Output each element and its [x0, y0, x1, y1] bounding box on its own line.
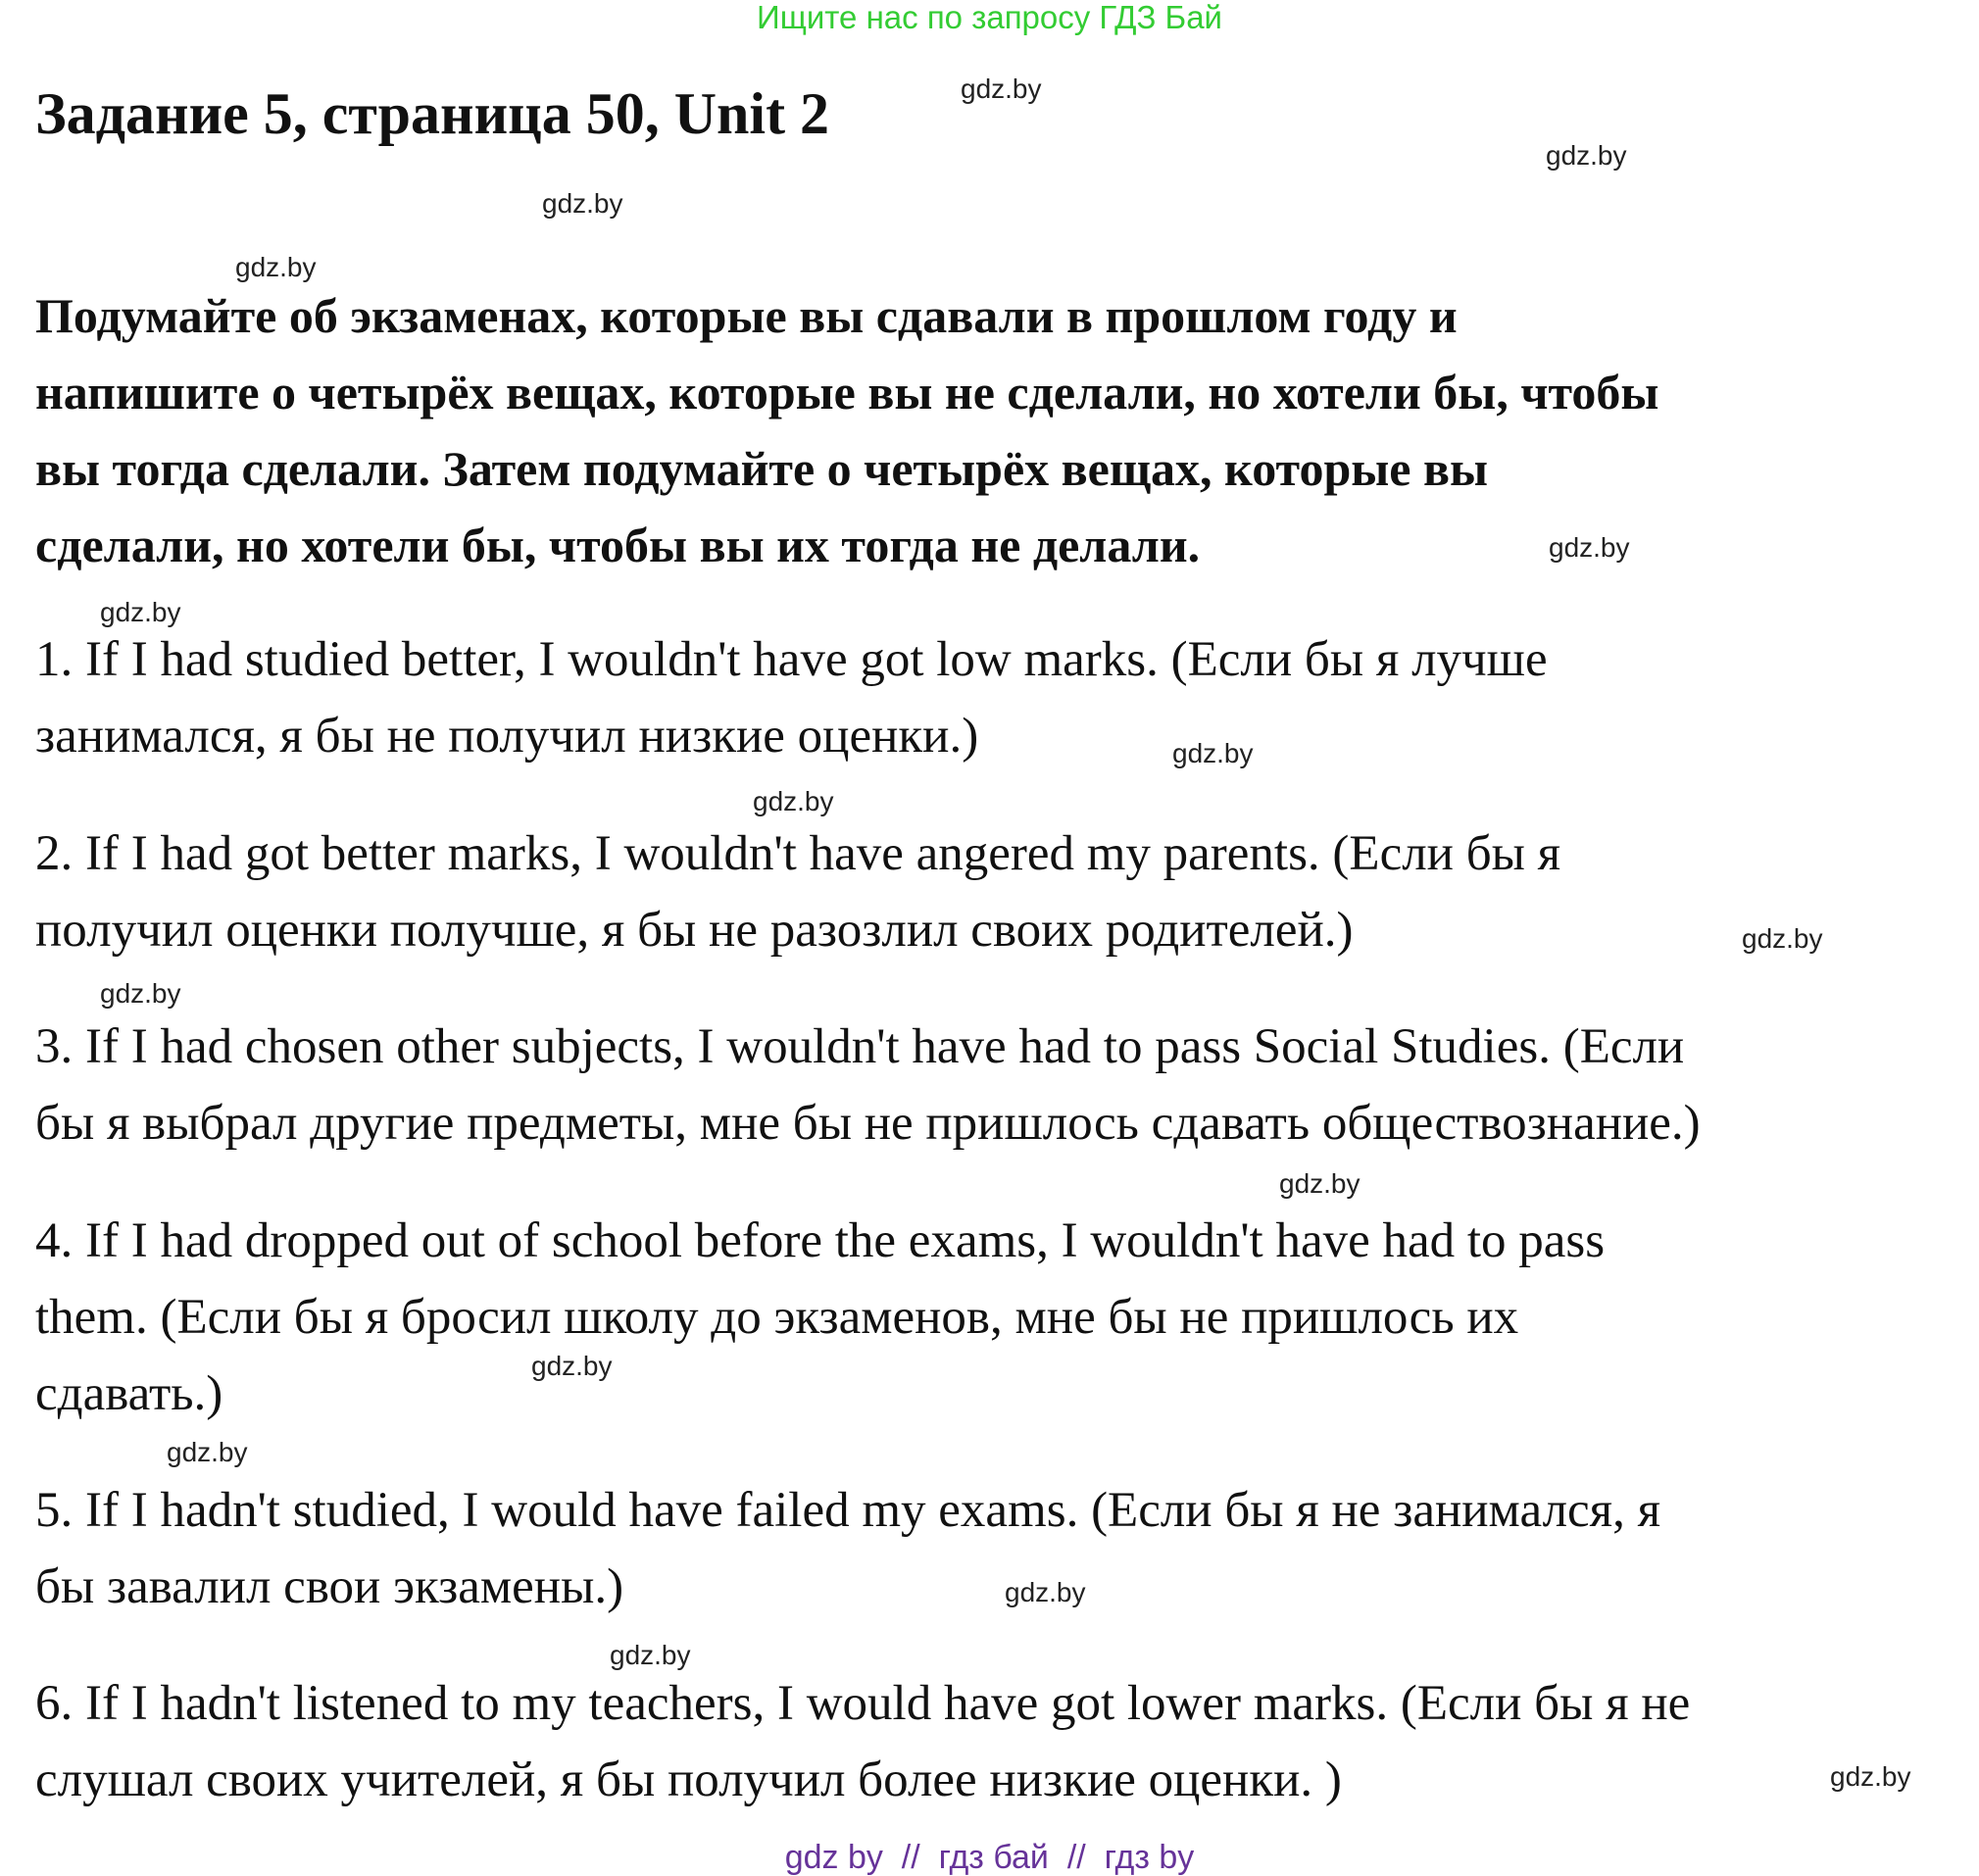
- task-instruction: [35, 277, 1658, 583]
- watermark: gdz.by: [531, 1351, 613, 1381]
- watermark: gdz.by: [1546, 140, 1627, 171]
- instruction-line: Подумайте об экзаменах, которые вы сдавали в прошлом году и: [35, 288, 1458, 343]
- watermark: gdz.by: [1279, 1168, 1361, 1199]
- watermark: gdz.by: [542, 188, 623, 219]
- answer-3: [35, 1009, 1701, 1161]
- answer-line: 4. If I had dropped out of school before the exams, I wouldn't have had to pass: [35, 1213, 1606, 1268]
- instruction-line: сделали, но хотели бы, чтобы вы их тогда не делали.: [35, 518, 1201, 572]
- answer-4: [35, 1203, 1605, 1432]
- answer-1: [35, 621, 1548, 774]
- top-banner: Ищите нас по запросу ГДЗ Бай: [757, 0, 1222, 35]
- footer-links: gdz by // гдз бай // гдз by: [784, 1839, 1195, 1876]
- page-title: Задание 5, страница 50, Unit 2: [35, 81, 830, 146]
- watermark: gdz.by: [961, 74, 1042, 104]
- answer-line: занимался, я бы не получил низкие оценки.): [35, 709, 979, 764]
- answer-6: [35, 1665, 1690, 1818]
- answer-5: [35, 1472, 1660, 1625]
- watermark: gdz.by: [1549, 532, 1630, 563]
- instruction-line: вы тогда сделали. Затем подумайте о четырёх вещах, которые вы: [35, 441, 1489, 496]
- answer-line: 6. If I hadn't listened to my teachers, I would have got lower marks. (Если бы я не: [35, 1676, 1691, 1731]
- answer-line: 2. If I had got better marks, I wouldn't have angered my parents. (Если бы я: [35, 826, 1561, 881]
- answer-line: 5. If I hadn't studied, I would have failed my exams. (Если бы я не занимался, я: [35, 1483, 1661, 1538]
- instruction-line: напишите о четырёх вещах, которые вы не сделали, но хотели бы, чтобы: [35, 365, 1659, 420]
- answer-line: слушал своих учителей, я бы получил более низкие оценки. ): [35, 1753, 1342, 1807]
- watermark: gdz.by: [100, 978, 181, 1009]
- watermark: gdz.by: [610, 1640, 691, 1670]
- answer-2: [35, 815, 1560, 968]
- answer-line: them. (Если бы я бросил школу до экзаменов, мне бы не пришлось их: [35, 1290, 1519, 1345]
- watermark: gdz.by: [1172, 738, 1254, 768]
- answer-line: бы я выбрал другие предметы, мне бы не пришлось сдавать обществознание.): [35, 1096, 1701, 1151]
- answer-line: 1. If I had studied better, I wouldn't have got low marks. (Если бы я лучше: [35, 632, 1548, 687]
- answer-line: бы завалил свои экзамены.): [35, 1559, 624, 1614]
- watermark: gdz.by: [100, 597, 181, 627]
- watermark: gdz.by: [167, 1437, 248, 1467]
- answer-line: получил оценки получше, я бы не разозлил своих родителей.): [35, 903, 1354, 958]
- answer-line: 3. If I had chosen other subjects, I wouldn't have had to pass Social Studies. (Если: [35, 1019, 1685, 1074]
- watermark: gdz.by: [235, 252, 317, 282]
- answer-line: сдавать.): [35, 1366, 223, 1421]
- watermark: gdz.by: [1742, 923, 1823, 954]
- watermark: gdz.by: [1830, 1761, 1911, 1792]
- watermark: gdz.by: [1005, 1577, 1086, 1607]
- watermark: gdz.by: [753, 786, 834, 816]
